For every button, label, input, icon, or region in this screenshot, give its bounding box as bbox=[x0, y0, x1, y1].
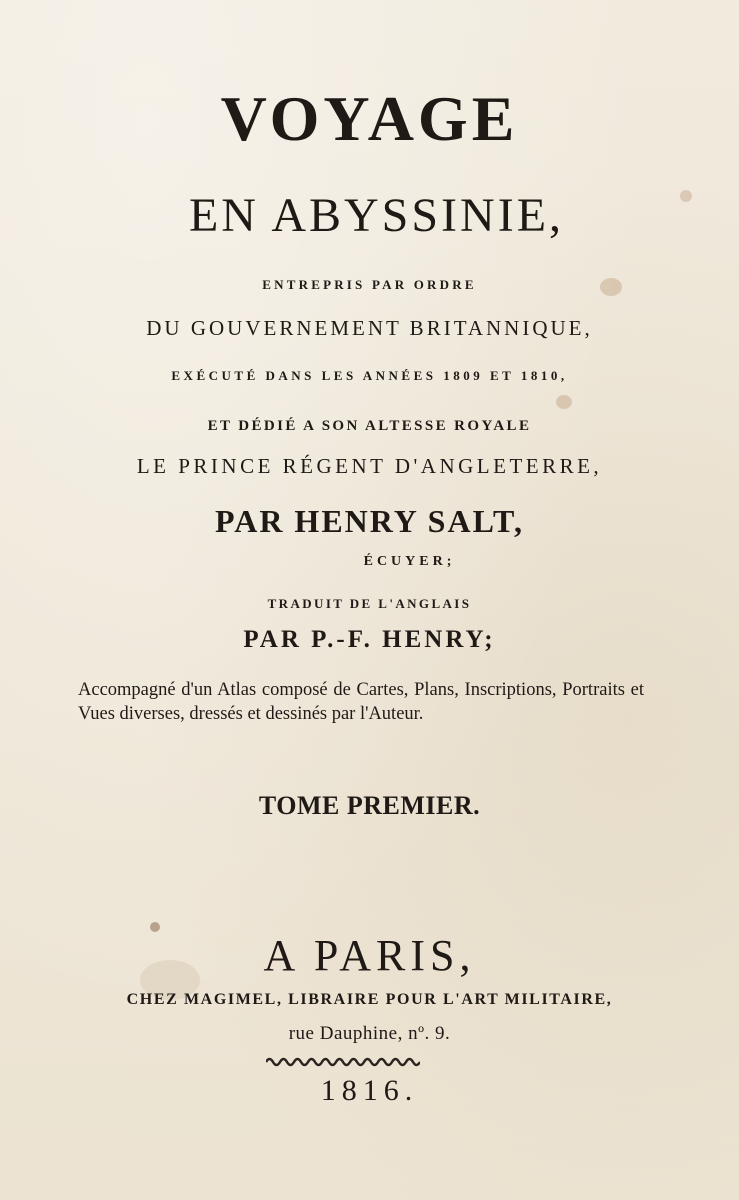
subtitle-prince-regent: LE PRINCE RÉGENT D'ANGLETERRE, bbox=[136, 454, 603, 478]
title-voyage: VOYAGE bbox=[220, 83, 519, 154]
subtitle-gouvernement: DU GOUVERNEMENT BRITANNIQUE, bbox=[146, 316, 593, 340]
imprint-address: rue Dauphine, nº. 9. bbox=[288, 1023, 451, 1044]
title-en-abyssinie: EN ABYSSINIE, bbox=[188, 189, 565, 242]
author-line: PAR HENRY SALT, bbox=[215, 503, 524, 539]
imprint-publisher: CHEZ MAGIMEL, LIBRAIRE POUR L'ART MILITAIRE, bbox=[126, 991, 613, 1008]
translator-line: PAR P.-F. HENRY; bbox=[243, 626, 496, 653]
author-title: ÉCUYER; bbox=[363, 554, 456, 569]
publication-year: 1816. bbox=[320, 1074, 419, 1107]
translation-note: TRADUIT DE L'ANGLAIS bbox=[267, 596, 472, 611]
subtitle-entrepris: ENTREPRIS PAR ORDRE bbox=[262, 277, 477, 292]
subtitle-dedication: ET DÉDIÉ A SON ALTESSE ROYALE bbox=[207, 418, 532, 434]
subtitle-annees: EXÉCUTÉ DANS LES ANNÉES 1809 ET 1810, bbox=[171, 368, 568, 383]
wavy-rule-ornament bbox=[266, 1056, 420, 1068]
atlas-description: Accompagné d'un Atlas composé de Cartes, Plans, Inscriptions, Portraits et Vues diverses, dressés et dessinés par l'Auteur. bbox=[78, 680, 644, 724]
volume-label: TOME PREMIER. bbox=[258, 791, 481, 820]
paper-stain bbox=[556, 395, 572, 409]
imprint-city: A PARIS, bbox=[263, 931, 476, 980]
